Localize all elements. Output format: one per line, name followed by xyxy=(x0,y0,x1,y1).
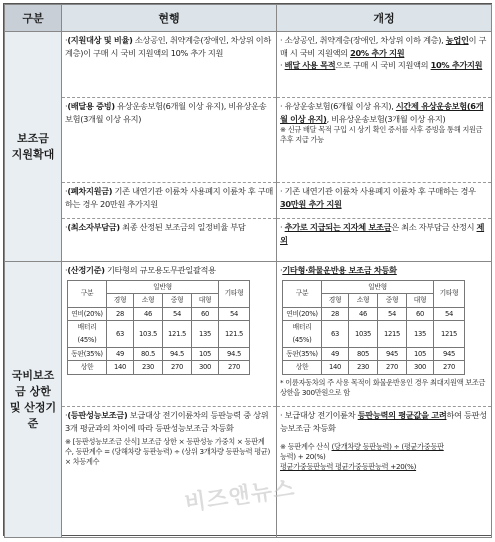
revised-th-medium: 중형 xyxy=(378,294,407,308)
current-perf-title: (등판성능보조금) xyxy=(67,410,128,420)
cell: 230 xyxy=(134,361,163,375)
current-item-3-text: 기존 내연기관 이륜차 사용폐지 이륜차 후 구매하는 경우 20만원 추가지원 xyxy=(65,186,273,209)
revised-th-large: 대형 xyxy=(407,294,434,308)
current-item-4-title: (최소자부담금) xyxy=(67,222,120,232)
cell: 46 xyxy=(134,307,163,321)
cell: 94.5 xyxy=(219,347,250,361)
cell: 270 xyxy=(163,361,192,375)
header-category: 구분 xyxy=(5,5,62,32)
cell: 94.5 xyxy=(163,347,192,361)
current-th-large: 대형 xyxy=(192,294,219,308)
category-subsidy xyxy=(5,32,62,262)
current-calc-title: (산정기준) xyxy=(67,265,105,275)
category-subsidy-label: 보조금 지원확대 xyxy=(11,131,55,161)
cell: 270 xyxy=(434,361,465,375)
revised-item-1-a: 소상공인, 취약계층(장애인, 차상위 이하 계층), xyxy=(284,35,446,45)
revised-perf-formula-1: ※ 등판계수 산식 xyxy=(280,442,332,452)
cell: 140 xyxy=(322,361,349,375)
cell: 270 xyxy=(378,361,407,375)
revised-item-3-b: 시간제 유상운송보험(6개월 이상 유지) xyxy=(280,101,484,124)
current-th-medium: 중형 xyxy=(163,294,192,308)
comparison-table xyxy=(4,4,492,538)
current-item-1-text: 소상공인, 취약계층(장애인, 차상위 이하 계층)이 구매 시 국비 지원액의 10% 추가 지원 xyxy=(65,35,272,58)
current-th-light: 경형 xyxy=(107,294,134,308)
cell: 1035 xyxy=(349,321,378,347)
current-item-3-title: (폐차지원금) xyxy=(67,186,113,196)
watermark-logo: 비즈앤뉴스 xyxy=(183,476,297,517)
revised-subsidy-cell xyxy=(277,32,492,262)
revised-item-1-d: 20% 추가 지원 xyxy=(350,47,405,58)
revised-cap-cell xyxy=(277,262,492,538)
header-revised: 개정 xyxy=(277,5,492,32)
cell: 945 xyxy=(434,347,465,361)
cell: 배터리(45%) xyxy=(283,321,322,347)
table-row xyxy=(68,307,250,321)
revised-item-1-c: 이 구매 시 국비 지원액의 xyxy=(280,35,487,58)
revised-item-3-a: 유상운송보험(6개월 이상 유지), xyxy=(284,101,396,111)
cell: 121.5 xyxy=(163,321,192,347)
revised-th-light: 경형 xyxy=(322,294,349,308)
revised-perf-formula-2: (당개차량 등판능력) ÷ (평균가중등판 xyxy=(331,442,444,452)
table-row xyxy=(283,361,465,375)
cell: 동판(35%) xyxy=(68,347,107,361)
cell: 연비(20%) xyxy=(283,307,322,321)
revised-performance: · 보급대상 전기이륜차 등판능력의 평균값을 고려하여 등판성능보조금 차등화 ※ 등판계수 산식 (당개차량 등판능력) ÷ (평균가중등판 능력) + 20(%) 평균가중등판능력 평균가중등판능력 +20(%) xyxy=(277,406,491,536)
revised-item-3-c: , 비유상운송보험(3개월 이상 유지) xyxy=(326,113,446,124)
cell: 상한 xyxy=(68,361,107,375)
cell: 54 xyxy=(434,307,465,321)
cell: 63 xyxy=(107,321,134,347)
header-row xyxy=(5,5,492,32)
revised-calc-title: 기타형·화물운반용 보조금 차등화 xyxy=(282,265,397,275)
revised-calc-basis: ·기타형·화물운반용 보조금 차등화 구분 일반형 기타형 경형 소형 중형 대형 연비(20%) 28 46 54 60 54 배터리(45%) 63 1035 1215 135 1215 동판(35%) 49 805 945 105 945 상한 140 230 270 300 270 * 이륜자동차의 주 사용 목적이 화물운반용인 경우 최대지원액 보조금 상한을 300만원으로 함 xyxy=(277,262,491,406)
cell: 105 xyxy=(407,347,434,361)
document-page xyxy=(3,3,492,536)
cell: 1215 xyxy=(434,321,465,347)
current-item-1: ·(지원대상 및 비율) 소상공인, 취약계층(장애인, 차상위 이하 계층)이 구매 시 국비 지원액의 10% 추가 지원 xyxy=(65,35,272,58)
current-perf-text: 보급대상 전기이륜차의 등판능력 중 상위 3개 평균과의 차이에 따라 등판성능보조금 차등화 xyxy=(65,410,269,433)
revised-th-type: 구분 xyxy=(283,280,322,307)
cell: 105 xyxy=(192,347,219,361)
revised-perf-formula-3: 능력) + 20(%) xyxy=(280,452,326,462)
revised-item-1: · 소상공인, 취약계층(장애인, 차상위 이하 계층), 농업인이 구매 시 국비 지원액의 20% 추가 지원 · 배달 사용 목적으로 구매 시 국비 지원액의 10% 추가지원 xyxy=(280,35,487,71)
cell: 300 xyxy=(192,361,219,375)
cell: 140 xyxy=(107,361,134,375)
current-calc-basis: ·(산정기준) 기타형의 규모용도무관일괄적용 구분 일반형 기타형 경형 소형 중형 대형 연비(20%) 28 46 54 60 54 배터리(45%) 63 103.5 121.5 135 121.5 동판(35%) 49 80.5 94.5 105 94.5 상한 140 230 270 300 270 xyxy=(62,262,276,406)
table-row xyxy=(283,347,465,361)
table-row xyxy=(68,361,250,375)
revised-item-4-a: 기존 내연기관 이륜차 사용폐지 이륜차 후 구매하는 경우 xyxy=(284,186,476,196)
cell: 54 xyxy=(219,307,250,321)
current-th-type: 구분 xyxy=(68,280,107,307)
cell: 270 xyxy=(219,361,250,375)
revised-th-general: 일반형 xyxy=(322,280,434,294)
revised-perf-a: 보급대상 전기이륜차 xyxy=(284,410,358,420)
revised-item-4-b: 30만원 추가 지원 xyxy=(280,198,342,209)
section-subsidy-row xyxy=(5,32,492,262)
current-subsidy-cell xyxy=(62,32,277,262)
revised-item-2-a: 배달 사용 목적 xyxy=(284,60,336,71)
revised-item-3-note: ※ 신규 배달 목적 구입 시 상기 확인 증서를 사후 증빙을 통해 지원금 추후 지급 가능 xyxy=(280,125,483,145)
cell: 28 xyxy=(107,307,134,321)
revised-item-2-c: 10% 추가지원 xyxy=(430,60,483,71)
cell: 103.5 xyxy=(134,321,163,347)
table-row xyxy=(68,347,250,361)
current-item-3: ·(폐차지원금) 기존 내연기관 이륜차 사용폐지 이륜차 후 구매하는 경우 20만원 추가지원 xyxy=(62,182,276,218)
revised-perf-b: 등판능력의 평균값을 고려 xyxy=(357,410,447,420)
cell: 49 xyxy=(322,347,349,361)
table-row xyxy=(283,307,465,321)
table-row xyxy=(68,321,250,347)
revised-perf-c: 하여 등판성능보조금 차등화 xyxy=(280,410,487,433)
cell: 135 xyxy=(192,321,219,347)
revised-item-4: · 기존 내연기관 이륜차 사용폐지 이륜차 후 구매하는 경우 30만원 추가 지원 xyxy=(277,182,491,218)
cell: 54 xyxy=(378,307,407,321)
category-cap xyxy=(5,262,62,538)
revised-calc-note: * 이륜자동차의 주 사용 목적이 화물운반용인 경우 최대지원액 보조금 상한을 300만원으로 함 xyxy=(280,377,486,397)
current-th-general: 일반형 xyxy=(107,280,219,294)
revised-item-5-c: 제외 xyxy=(280,222,485,245)
cell: 상한 xyxy=(283,361,322,375)
revised-item-1-b: 농업인 xyxy=(445,35,469,45)
current-subsidy-table xyxy=(67,280,250,375)
cell: 28 xyxy=(322,307,349,321)
cell: 63 xyxy=(322,321,349,347)
revised-item-3: · 유상운송보험(6개월 이상 유지), 시간제 유상운송보험(6개월 이상 유지), 비유상운송보험(3개월 이상 유지) ※ 신규 배달 목적 구입 시 상기 확인 증서를 사후 증빙을 통해 지원금 추후 지급 가능 xyxy=(277,97,491,182)
cell: 동판(35%) xyxy=(283,347,322,361)
cell: 80.5 xyxy=(134,347,163,361)
current-th-other: 기타형 xyxy=(219,280,250,307)
revised-item-5-b: 은 최소 자부담금 산정시 xyxy=(391,222,477,232)
current-item-4-text: 최종 산정된 보조금의 일정비율 부담 xyxy=(119,222,246,232)
category-cap-label: 국비보조 금 상한 및 산정기 준 xyxy=(9,368,57,430)
cell: 54 xyxy=(163,307,192,321)
table-row xyxy=(283,321,465,347)
cell: 945 xyxy=(378,347,407,361)
current-calc-text: 기타형의 규모용도무관일괄적용 xyxy=(104,265,216,275)
current-item-1-title: (지원대상 및 비율) xyxy=(67,35,133,45)
cell: 121.5 xyxy=(219,321,250,347)
revised-perf-formula xyxy=(280,442,488,472)
revised-item-2-b: 으로 구매 시 국비 지원액의 xyxy=(335,60,431,71)
cell: 49 xyxy=(107,347,134,361)
revised-item-5: · 추가로 지급되는 지자체 보조금은 최소 자부담금 산정시 제외 xyxy=(277,218,491,253)
current-performance: ·(등판성능보조금) 보급대상 전기이륜차의 등판능력 중 상위 3개 평균과의 차이에 따라 등판성능보조금 차등화 ※ [등판성능보조금 산식] 보조금 상한 × 등판성능 가중치 × 등판계수, 등판계수 = (당해차량 등판능력) ÷ (상위 3개차량 등판능력 평균) × 차등계수 xyxy=(62,406,276,536)
revised-th-other: 기타형 xyxy=(434,280,465,307)
revised-subsidy-table xyxy=(282,280,465,375)
current-item-2-text: 유상운송보험(6개월 이상 유지), 비유상운송보험(3개월 이상 유지) xyxy=(65,101,267,124)
cell: 1215 xyxy=(378,321,407,347)
cell: 135 xyxy=(407,321,434,347)
revised-th-small: 소형 xyxy=(349,294,378,308)
cell: 805 xyxy=(349,347,378,361)
header-current: 현행 xyxy=(62,5,277,32)
revised-item-5-a: 추가로 지급되는 지자체 보조금 xyxy=(284,222,392,232)
current-item-4: ·(최소자부담금) 최종 산정된 보조금의 일정비율 부담 xyxy=(62,218,276,253)
cell: 46 xyxy=(349,307,378,321)
current-item-2-title: (배달용 증빙) xyxy=(67,101,115,111)
cell: 60 xyxy=(407,307,434,321)
revised-perf-formula-4: 평균가중등판능력 평균가중등판능력 +20(%) xyxy=(280,462,417,472)
cell: 연비(20%) xyxy=(68,307,107,321)
current-item-2: ·(배달용 증빙) 유상운송보험(6개월 이상 유지), 비유상운송보험(3개월 이상 유지) xyxy=(62,97,276,182)
cell: 230 xyxy=(349,361,378,375)
cell: 300 xyxy=(407,361,434,375)
cell: 60 xyxy=(192,307,219,321)
cell: 배터리(45%) xyxy=(68,321,107,347)
current-perf-formula: ※ [등판성능보조금 산식] 보조금 상한 × 등판성능 가중치 × 등판계수, 등판계수 = (당해차량 등판능력) ÷ (상위 3개차량 등판능력 평균) × 차등계수 xyxy=(65,437,271,467)
current-th-small: 소형 xyxy=(134,294,163,308)
